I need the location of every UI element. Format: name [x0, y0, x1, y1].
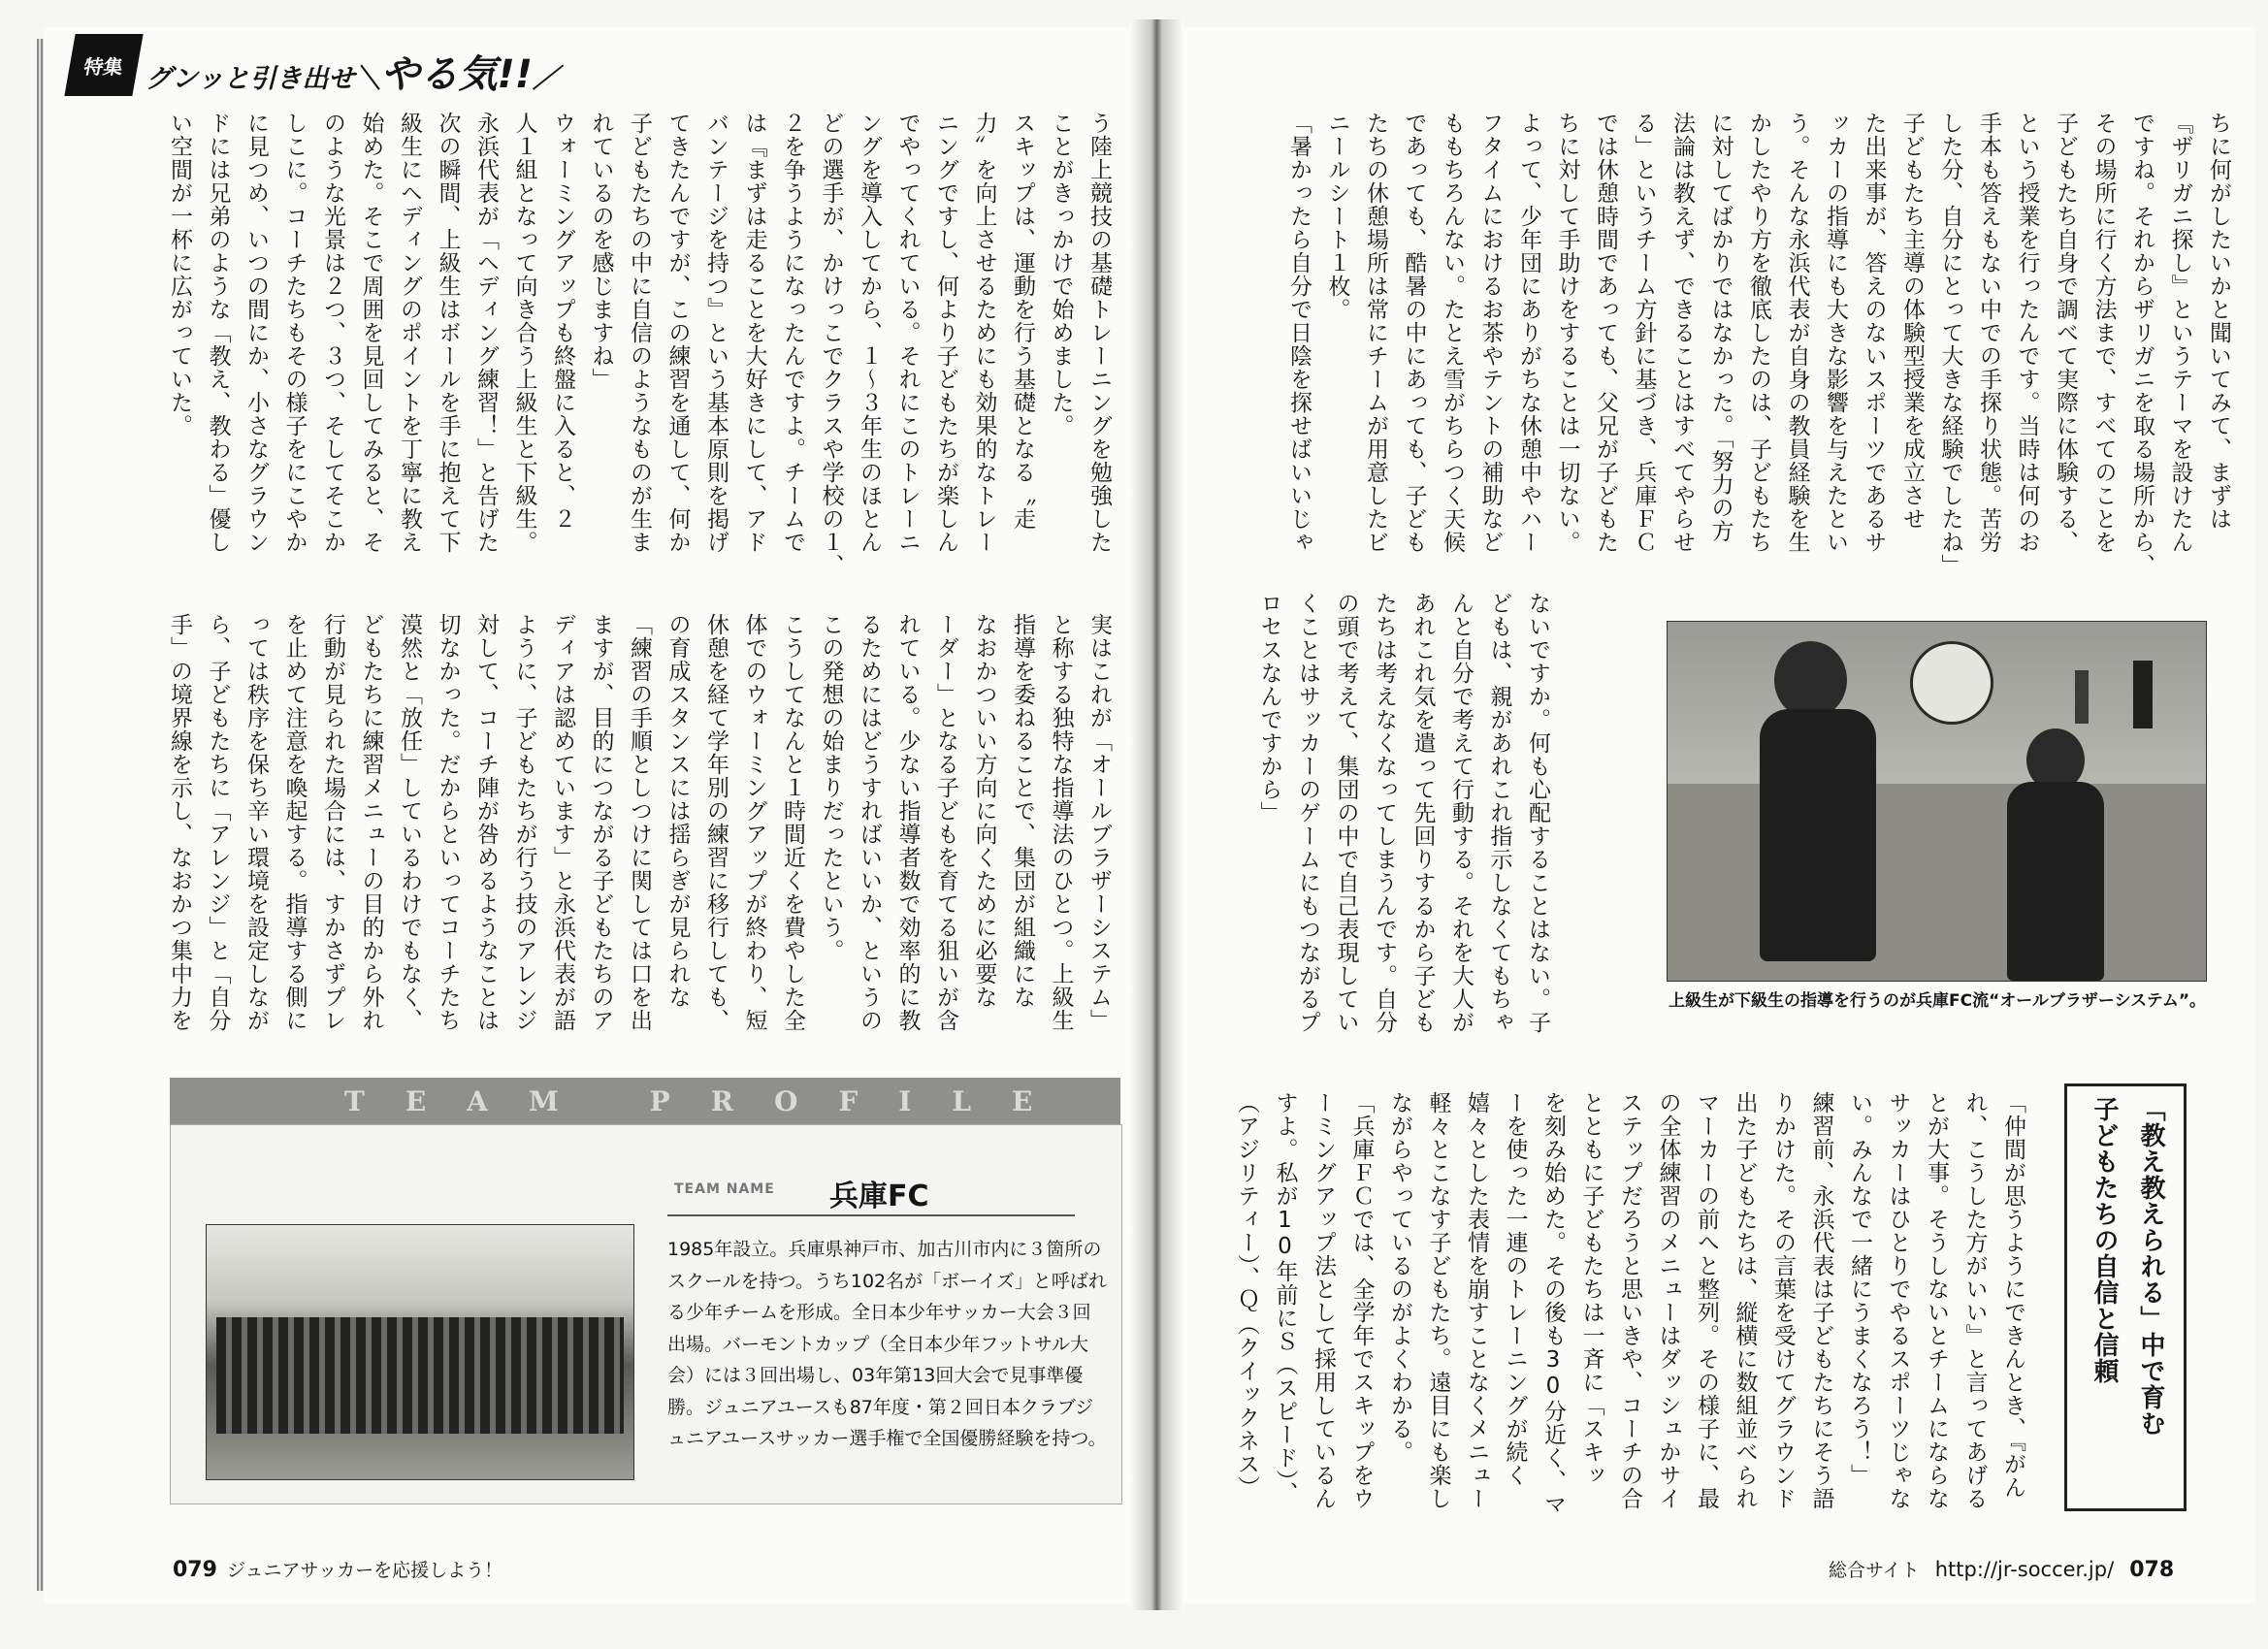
coaching-photo [1667, 621, 2207, 982]
text-column: 『ザリガニ探し』というテーマを設けたん [2167, 112, 2193, 554]
text-column: 対して、コーチ陣が咎めるようなことは [473, 613, 499, 1032]
text-column: ないですか。何も心配することはない。子 [1525, 592, 1550, 1034]
text-column: ーダー」となる子どもを育てる狙いが含 [933, 613, 958, 1032]
text-column: 漠然と「放任」しているわけでもなく、 [397, 613, 422, 1032]
text-column: う陸上競技の基礎トレーニングを勉強した [1086, 112, 1112, 554]
text-column: よって、少年団にありがちな休憩中やハー [1516, 112, 1541, 554]
text-column: 人１組となって向き合う上級生と下級生。 [511, 112, 537, 554]
text-column: のような光景は２つ、３つ、そしてそこか [320, 112, 345, 554]
text-column: どの選手が、かけっこでクラスや学校の１、 [818, 112, 844, 577]
team-name-label: TEAM NAME [674, 1181, 775, 1197]
text-column: に見つめ、いつの間にか、小さなグラウン [243, 112, 269, 554]
section-heading-line1: 「教え教えられる」中で育む [2136, 1096, 2165, 1437]
team-name: 兵庫FC [829, 1180, 929, 1213]
text-column: りかけた。その言葉を受けてグラウンド [1770, 1091, 1796, 1510]
text-column: こうしてなんと１時間近くを費やした全 [780, 613, 805, 1032]
text-column: どもたちに練習メニューの目的から外れ [358, 613, 384, 1032]
text-column: この発想の始まりだったという。 [818, 613, 844, 962]
text-column: 練習前、永浜代表は子どもたちにそう語 [1808, 1091, 1834, 1510]
text-column: う。そんな永浜代表が自身の教員経験を生 [1784, 112, 1810, 554]
text-column: 手本も答えもない中での手探り状態。苦労 [1976, 112, 2001, 554]
text-column: あれこれ気を遣って先回りするから子ども [1409, 592, 1436, 1034]
text-column: 嬉々とした表情を崩すことなくメニュー [1464, 1091, 1489, 1510]
text-column: とが大事。そうしないとチームにならな [1924, 1091, 1949, 1510]
text-column: かしたやり方を徹底したのは、子どもたち [1746, 112, 1771, 554]
text-column: と称する独特な指導法のひとつ。上級生 [1048, 613, 1074, 1032]
text-column: ように、子どもたちが行う技のアレンジ [511, 613, 537, 1032]
text-column: その場所に行く方法まで、すべてのことを [2090, 112, 2117, 554]
text-column: ますが、目的につながる子どもたちのア [588, 613, 614, 1032]
text-column: 体でのウォーミングアップが終わり、短 [741, 613, 767, 1032]
text-column: れ、こうした方がいい』と言ってあげる [1961, 1091, 1988, 1510]
text-column: ですね。それからザリガニを取る場所から、 [2129, 112, 2155, 577]
text-column: では休憩時間であっても、父兄が子どもた [1593, 112, 1618, 554]
text-column: に対してばかりではなかった。「努力の方 [1707, 112, 1733, 543]
text-column: ことがきっかけで始めました。 [1048, 112, 1074, 437]
text-column: ら、子どもたちに「アレンジ」と「自分 [205, 613, 231, 1032]
text-column: ステップだろうと思いきや、コーチの合 [1617, 1091, 1642, 1510]
photo-bg-figure [2075, 670, 2089, 724]
team-group-photo [206, 1224, 634, 1480]
text-column: フタイムにおけるお茶やテントの補助など [1477, 112, 1504, 554]
text-column: した分、自分にとって大きな経験でしたね」 [1937, 112, 1963, 577]
headline-main: やる気!! [380, 52, 533, 97]
text-column: スキップは、運動を行う基礎となる〝走 [1010, 112, 1035, 531]
text-column: サッカーはひとりでやるスポーツじゃな [1885, 1091, 1911, 1510]
text-column: なおかついい方向に向くために必要な [971, 613, 997, 1009]
text-column: 休憩を経て学年別の練習に移行しても、 [703, 613, 729, 1032]
text-column: ももちろんない。たとえ雪がちらつく天候 [1440, 112, 1465, 554]
text-column: バンテージを持つ』という基本原則を掲げ [703, 112, 729, 554]
right-page-number: 078 [2129, 1558, 2175, 1582]
text-column: 子どもたちの中に自信のようなものが生ま [627, 112, 652, 554]
text-column: 切なかった。だからといってコーチたち [435, 613, 461, 1032]
text-column: ーを使った一連のトレーニングが続く [1502, 1091, 1528, 1487]
text-column: を刻み始めた。その後も30分近く、マ [1540, 1091, 1566, 1516]
headline-prefix: グンッと引き出せ＼ [146, 64, 381, 94]
text-column: 子どもたち主導の体験型授業を成立させ [1899, 112, 1925, 531]
text-column: くことはサッカーのゲームにもつながるプ [1295, 592, 1320, 1034]
text-column: 「練習の手順としつけに関しては口を出 [627, 613, 652, 1032]
text-column: る」というチーム方針に基づき、兵庫ＦＣ [1631, 112, 1657, 554]
photo-child-body [2007, 782, 2104, 981]
text-column: 子どもたち自身で調べて実際に体験する、 [2053, 112, 2078, 554]
text-column: 行動が見られた場合には、すかさずプレ [320, 613, 345, 1032]
text-column: ２を争うようになったんですよ。チームで [780, 112, 805, 554]
text-column: ちに何がしたいかと聞いてみて、まずは [2206, 112, 2231, 531]
left-footer [163, 1556, 502, 1582]
text-column: という授業を行ったんです。当時は何のお [2014, 112, 2040, 554]
text-column: 永浜代表が「ヘディング練習！」と告げた [473, 112, 499, 554]
text-column: ディアは認めています」と永浜代表が語 [550, 613, 575, 1032]
text-column: ウォーミングアップも終盤に入ると、２ [550, 112, 575, 531]
text-column: 「仲間が思うようにできんとき、『がん [2000, 1091, 2025, 1500]
text-column: の全体練習のメニューはダッシュかサイ [1655, 1091, 1681, 1510]
feature-tag: 特集 [64, 34, 143, 96]
left-footer-text: ジュニアサッカーを応援しよう！ [226, 1560, 503, 1581]
text-column: 「暑かったら自分で日陰を探せばいいじゃ [1286, 112, 1312, 554]
text-column: ながらやっているのがよくわかる。 [1387, 1091, 1412, 1464]
text-column: どもは、親があれこれ指示しなくてもちゃ [1486, 592, 1512, 1034]
text-column: い。みんなで一緒にうまくなろう！」 [1847, 1091, 1872, 1487]
text-column: の頭で考えて、集団の中で自己表現してい [1333, 592, 1359, 1034]
text-column: は『まずは走ることを大好きにして、アド [741, 112, 767, 554]
team-profile-text: 1985年設立。兵庫県神戸市、加古川市内に３箇所のスクールを持つ。うち102名が「ボーイズ」と呼ばれる少年チームを形成。全日本少年サッカー大会３回出場。バーモントカップ（全日本少年フットサル大会）には３回出場し、03年第13回大会で見事準優勝。ジュニアユースも87年度・第２回日本クラブジュニアユースサッカー選手権で全国優勝経験を持つ。 [667, 1239, 1107, 1449]
text-column: すよ。私が10年前にＳ（スピード）、 [1272, 1091, 1298, 1505]
text-column: ニングですし、何より子どもたちが楽しん [933, 112, 958, 554]
text-column: （アジリティー）、Ｑ（クイックネス） [1234, 1091, 1259, 1500]
text-column: ドには兄弟のような「教え、教わる」優し [205, 112, 231, 554]
text-column: 次の瞬間、上級生はボールを手に抱えて下 [435, 112, 461, 554]
text-column: とともに子どもたちは一斉に「スキッ [1578, 1091, 1604, 1487]
team-profile-band: TEAM PROFILE [170, 1078, 1120, 1124]
left-page-number: 079 [173, 1558, 217, 1582]
photo-bg-figure [2133, 661, 2153, 728]
text-column: てきたんですが、この練習を通して、何か [664, 112, 691, 554]
right-footer [1829, 1556, 2184, 1582]
text-column: 手」の境界線を示し、なおかつ集中力を [167, 613, 192, 1032]
text-column: れているのを感じますね」 [588, 112, 614, 391]
footer-site-label: 総合サイト [1829, 1560, 1920, 1581]
text-column: 力〟を向上させるためにも効果的なトレー [971, 112, 997, 554]
footer-url[interactable]: http://jr-soccer.jp/ [1934, 1558, 2115, 1581]
photo-ball [1910, 641, 1993, 725]
photo-player-head [1774, 641, 1847, 719]
photo-player-body [1760, 709, 1876, 961]
text-column: 指導を委ねることで、集団が組織にな [1010, 613, 1035, 1009]
text-column: を止めて注意を喚起する。指導する側に [281, 613, 308, 1032]
section-heading-line2: 子どもたちの自信と信頼 [2090, 1096, 2119, 1384]
feature-headline [146, 44, 559, 99]
text-column: ニールシート１枚。 [1324, 112, 1350, 321]
text-column: マーカーの前へと整列。その様子に、最 [1694, 1091, 1719, 1510]
photo-caption: 上級生が下級生の指導を行うのが兵庫FC流“オールブラザーシステム”。 [1669, 991, 2207, 1011]
text-column: い空間が一杯に広がっていた。 [167, 112, 192, 437]
text-column: ロセスなんですから」 [1256, 592, 1282, 824]
headline-suffix: ／ [532, 64, 559, 94]
text-column: でやってくれている。それにこのトレーニ [894, 112, 921, 554]
text-column: んと自分で考えて行動する。それを大人が [1448, 592, 1474, 1034]
text-column: ングを導入してから、１～３年生のほとん [857, 112, 882, 554]
text-column: 始めた。そこで周囲を見回してみると、そ [358, 112, 384, 554]
text-column: しこに。コーチたちもその様子をにこやか [281, 112, 308, 554]
text-column: たちは考えなくなってしまうんです。自分 [1372, 592, 1397, 1034]
text-column: っては秩序を保ち辛い環境を設定しなが [243, 613, 269, 1032]
text-column: であっても、酷暑の中にあっても、子ども [1401, 112, 1427, 554]
text-column: るためにはどうすればいいか、というの [857, 613, 882, 1032]
text-column: れている。少ない指導者数で効率的に教 [894, 613, 921, 1032]
text-column: た出来事が、答えのないスポーツであるサ [1861, 112, 1887, 554]
text-column: ちに対して手助けをすることは一切ない。 [1554, 112, 1580, 554]
text-column: たちの休憩場所は常にチームが用意したビ [1363, 112, 1388, 554]
text-column: 軽々とこなす子どもたち。遠目にも楽し [1425, 1091, 1451, 1510]
text-column: ッカーの指導にも大きな影響を与えたとい [1823, 112, 1848, 554]
text-column: 出た子どもたちは、縦横に数組並べられ [1732, 1091, 1758, 1510]
text-column: 実はこれが「オールブラザーシステム」 [1086, 613, 1112, 1032]
photo-team-rows [216, 1317, 624, 1434]
text-column: 級生にヘディングのポイントを丁寧に教え [397, 112, 422, 554]
book-gutter [1130, 19, 1183, 1610]
text-column: 「兵庫ＦＣでは、全学年でスキップをウ [1348, 1091, 1375, 1510]
text-column: 法論は教えず、できることはすべてやらせ [1669, 112, 1695, 554]
photo-grass [1668, 784, 2206, 982]
text-column: ーミングアップ法として採用しているん [1311, 1091, 1336, 1510]
text-column: の育成スタンスには揺らぎが見られな [664, 613, 691, 1009]
team-name-divider [667, 1214, 1075, 1216]
